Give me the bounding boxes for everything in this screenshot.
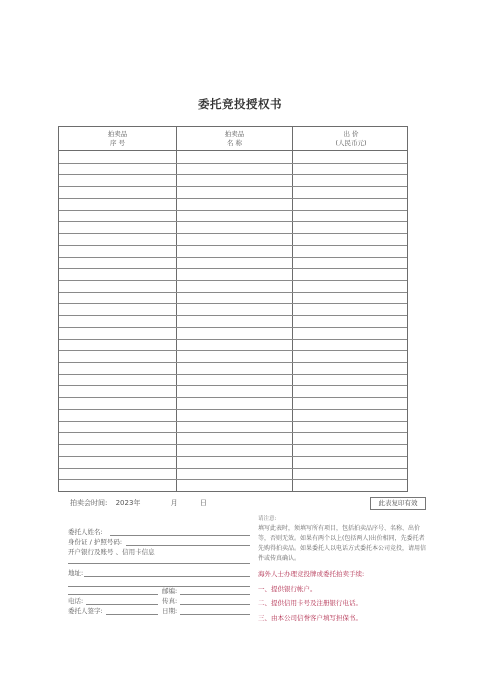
fax-label: 传真: <box>162 597 178 605</box>
date-line[interactable] <box>180 614 250 615</box>
notes-section <box>258 514 426 564</box>
table-row-line <box>59 397 407 398</box>
table-row-line <box>59 186 407 187</box>
table-row-line <box>59 292 407 293</box>
overseas-item: 一、提供银行帐户。 <box>258 584 317 593</box>
page-title: 委托竞投授权书 <box>198 97 282 111</box>
table-row-line <box>59 245 407 246</box>
notes-heading: 请注意: <box>258 516 277 522</box>
signature-line[interactable] <box>106 614 158 615</box>
column-divider <box>176 127 177 491</box>
phone-line[interactable] <box>86 604 158 605</box>
table-row-line <box>59 315 407 316</box>
postcode-field[interactable] <box>68 586 250 596</box>
header-lot-number-line2: 序 号 <box>109 139 126 147</box>
overseas-item: 二、提供信用卡号及注册银行电话。 <box>258 599 362 607</box>
table-row-line <box>59 268 407 269</box>
table-row-line <box>59 432 407 433</box>
bid-table <box>58 126 408 492</box>
overseas-item: 三、由本公司信誉客户填写担保书。 <box>258 613 362 622</box>
id-number-line[interactable] <box>126 545 250 546</box>
header-bid-price <box>293 127 409 151</box>
notes-body: 填写此表时，须填写所有项目，包括拍卖品序号、名称、出价等，否则无效。如果有两个以上(包括两人)出价相同，先委托者先购得拍卖品。如果委托人以电话方式委托本公司竞投，请用信件或传真确认。 <box>258 525 427 562</box>
blank-line[interactable] <box>68 594 158 595</box>
header-bid-price-line2: (人民币元) <box>335 139 367 147</box>
table-row-line <box>59 163 407 164</box>
header-lot-name <box>176 127 293 151</box>
table-row-line <box>59 221 407 222</box>
table-row-line <box>59 362 407 363</box>
table-row-line <box>59 385 407 386</box>
table-row-line <box>59 257 407 258</box>
table-row-line <box>59 456 407 457</box>
auction-time-label: 拍卖会时间: <box>70 499 108 507</box>
header-bid-price-line1: 出 价 <box>343 130 359 138</box>
copy-valid-note: 此表复印有效 <box>370 497 426 510</box>
table-row-line <box>59 444 407 445</box>
bank-info-label: 开户银行及账号 、信用卡信息 <box>68 548 155 556</box>
address-line[interactable] <box>84 576 250 577</box>
table-header <box>59 127 407 151</box>
table-row-line <box>59 339 407 340</box>
table-row-line <box>59 409 407 410</box>
phone-fax-field[interactable] <box>68 596 250 606</box>
client-name-line[interactable] <box>110 535 250 536</box>
auction-month: 月 <box>170 499 178 507</box>
client-name-label: 委托人姓名: <box>68 528 103 536</box>
table-row-line <box>59 210 407 211</box>
client-name-field[interactable] <box>68 527 250 537</box>
date-label: 日期: <box>162 607 178 615</box>
address-label: 地址: <box>68 569 84 577</box>
header-lot-number <box>59 127 176 151</box>
auction-time-row <box>70 498 221 508</box>
header-lot-name-line2: 名 称 <box>226 139 243 147</box>
header-lot-number-line1: 拍卖品 <box>107 130 128 138</box>
postcode-label: 邮编: <box>162 587 178 595</box>
signature-date-field[interactable] <box>68 606 250 616</box>
signature-label: 委托人签字: <box>68 607 103 615</box>
header-lot-name-line1: 拍卖品 <box>224 130 245 138</box>
table-row-line <box>59 468 407 469</box>
id-number-field[interactable] <box>68 537 250 547</box>
address-field[interactable] <box>68 568 250 578</box>
id-number-label: 身份证 / 护照号码: <box>68 538 123 546</box>
auction-day: 日 <box>199 499 207 507</box>
fax-line[interactable] <box>180 604 250 605</box>
table-row-line <box>59 350 407 351</box>
postcode-line[interactable] <box>180 594 250 595</box>
table-row-line <box>59 280 407 281</box>
table-row-line <box>59 303 407 304</box>
table-row-line <box>59 374 407 375</box>
table-row-line <box>59 421 407 422</box>
auction-year: 2023年 <box>115 499 141 507</box>
overseas-heading: 海外人士办理竞投牌或委托拍卖手续: <box>258 570 365 578</box>
blank-line[interactable] <box>68 563 250 564</box>
table-row-line <box>59 479 407 480</box>
overseas-section <box>258 567 428 625</box>
phone-label: 电话: <box>68 597 84 605</box>
table-row-line <box>59 198 407 199</box>
table-row-line <box>59 174 407 175</box>
table-row-line <box>59 233 407 234</box>
table-row-line <box>59 327 407 328</box>
bank-info-line-1[interactable] <box>68 555 250 565</box>
column-divider <box>292 127 293 491</box>
